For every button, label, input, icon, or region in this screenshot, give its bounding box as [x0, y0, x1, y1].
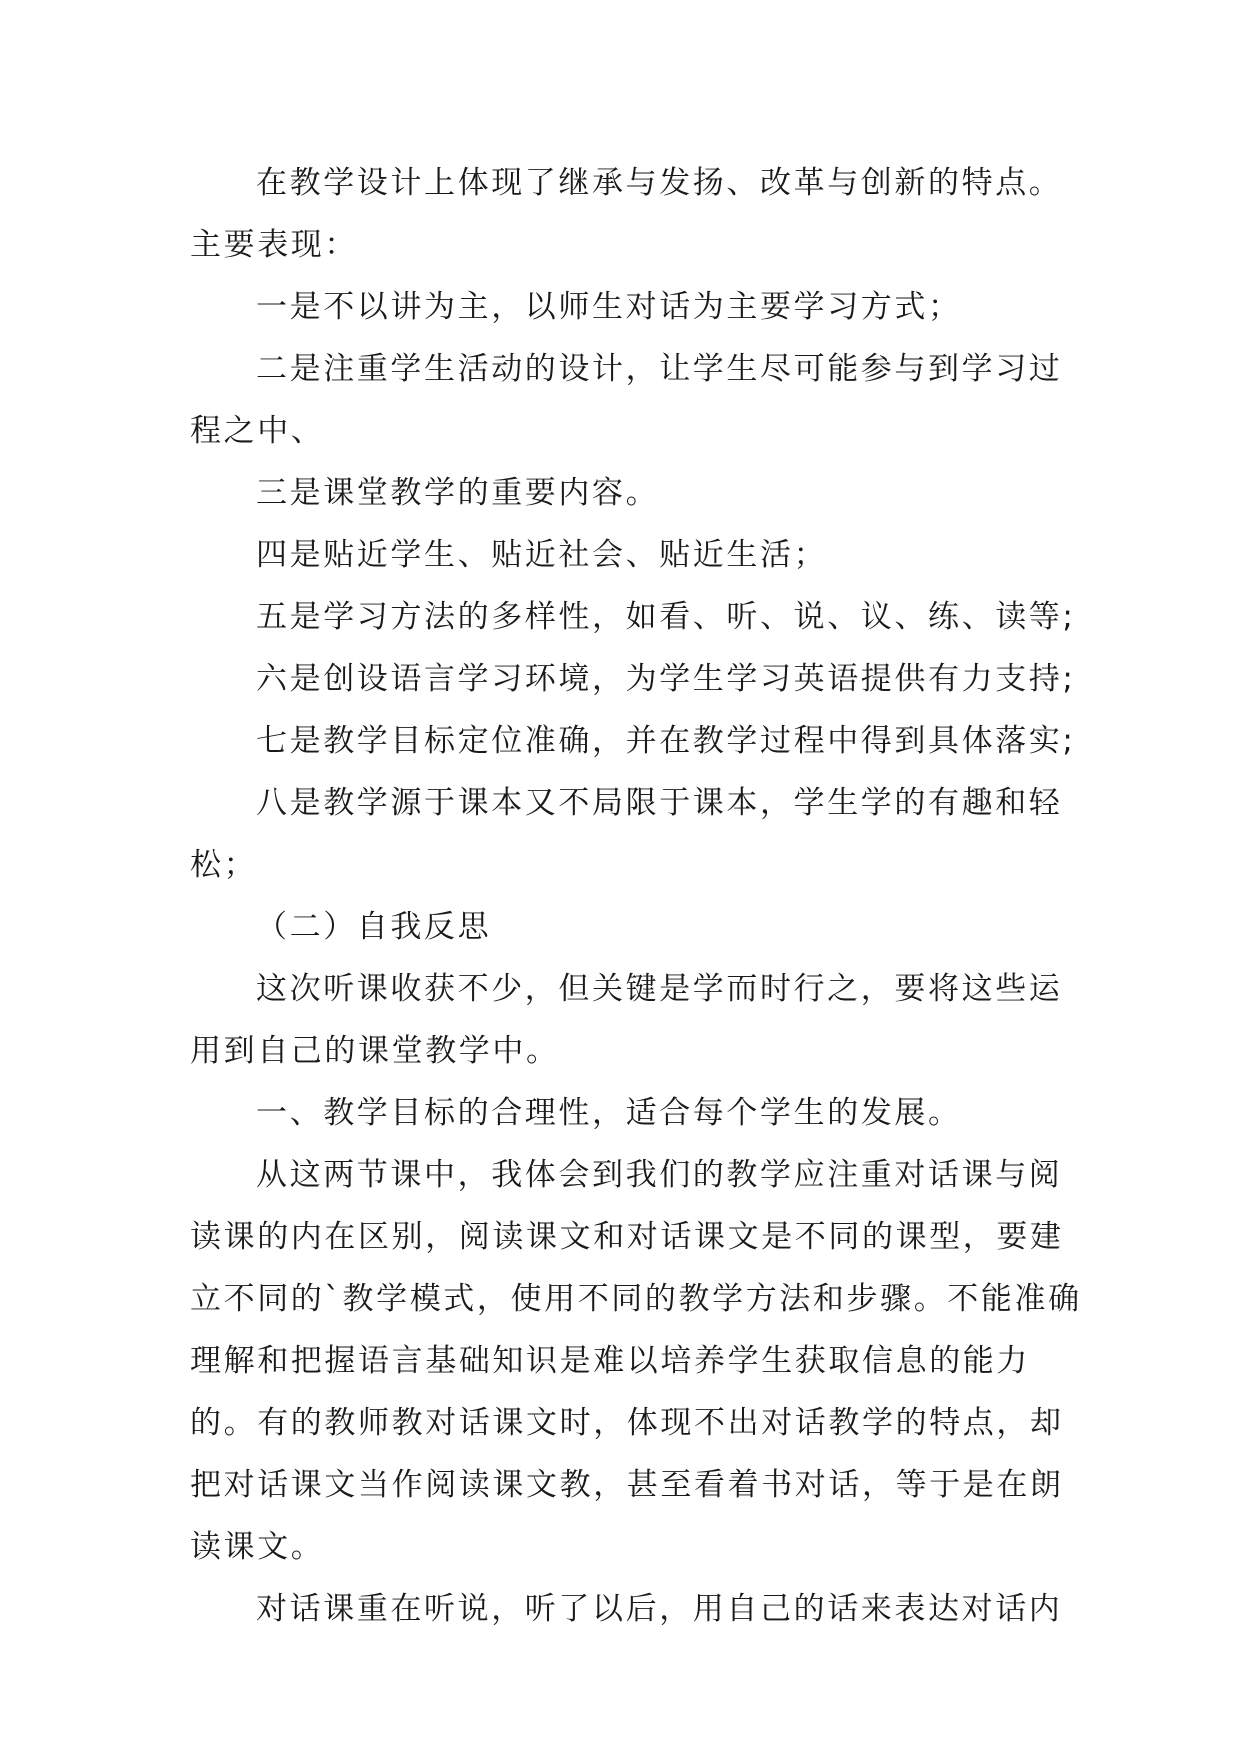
- paragraph-point-3: 三是课堂教学的重要内容。: [256, 475, 660, 511]
- paragraph-point-4: 四是贴近学生、贴近社会、贴近生活；: [256, 537, 828, 573]
- paragraph-reflection-point-1: 一、教学目标的合理性，适合每个学生的发展。: [256, 1095, 962, 1131]
- paragraph-reflection-body: 从这两节课中，我体会到我们的教学应注重对话课与阅读课的内在区别，阅读课文和对话课文是不同的课型，要建立不同的`教学模式，使用不同的教学方法和步骤。不能准确理解和把握语言基础知识是难以培养学生获取信息的能力的。有的教师教对话课文时，体现不出对话教学的特点，却把对话课文当作阅读课文教，甚至看着书对话，等于是在朗读课文。: [190, 1157, 1082, 1565]
- paragraph-point-6: 六是创设语言学习环境，为学生学习英语提供有力支持;: [256, 661, 1076, 697]
- paragraph-intro: 在教学设计上体现了继承与发扬、改革与创新的特点。主要表现：: [190, 165, 1063, 263]
- paragraph-point-1: 一是不以讲为主，以师生对话为主要学习方式；: [256, 289, 962, 325]
- paragraph-point-5: 五是学习方法的多样性，如看、听、说、议、练、读等;: [256, 599, 1076, 635]
- paragraph-point-7: 七是教学目标定位准确，并在教学过程中得到具体落实;: [256, 723, 1076, 759]
- section-heading-self-reflection: （二）自我反思: [256, 909, 492, 945]
- paragraph-point-2: 二是注重学生活动的设计，让学生尽可能参与到学习过程之中、: [190, 351, 1063, 449]
- paragraph-dialogue-lesson: 对话课重在听说，听了以后，用自己的话来表达对话内: [256, 1591, 1063, 1627]
- document-body: [190, 152, 1090, 1640]
- paragraph-point-8: 八是教学源于课本又不局限于课本，学生学的有趣和轻松；: [190, 785, 1063, 883]
- paragraph-reflection-intro: 这次听课收获不少，但关键是学而时行之，要将这些运用到自己的课堂教学中。: [190, 971, 1063, 1069]
